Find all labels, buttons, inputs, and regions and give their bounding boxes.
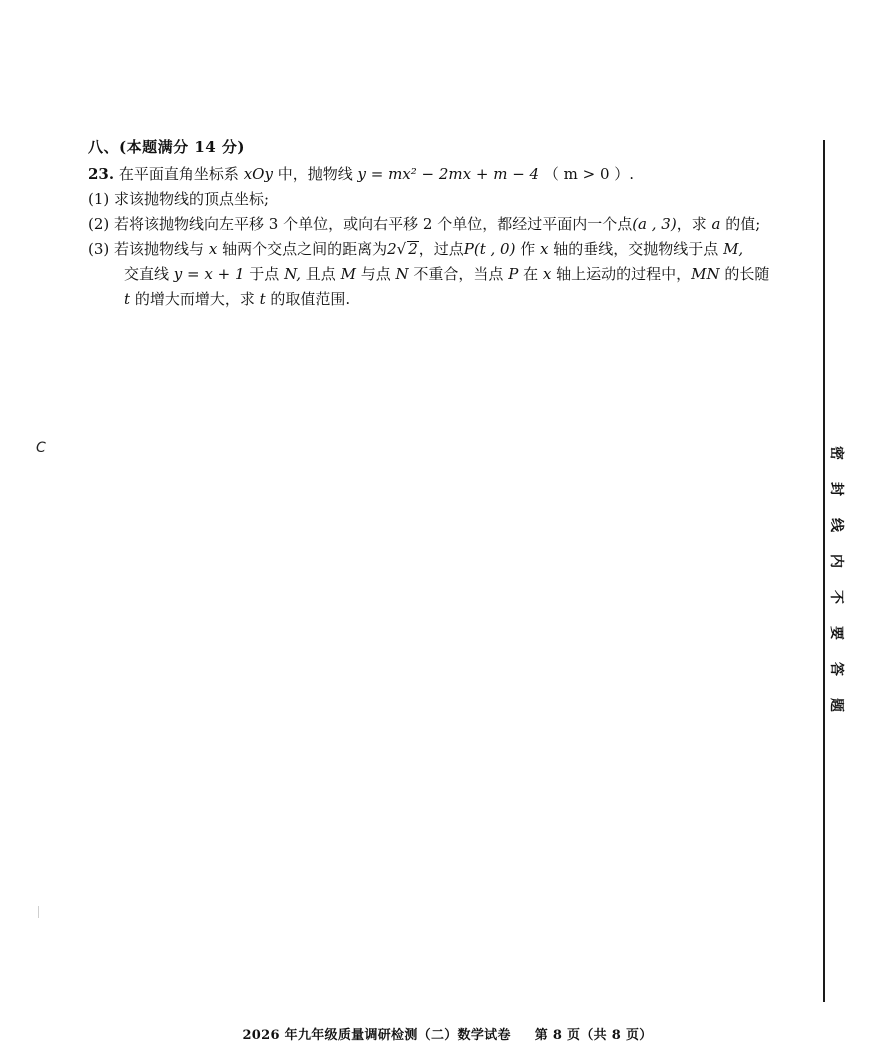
question-23: [88, 162, 808, 312]
page-number: 第 8 页（共 8 页）: [534, 1028, 653, 1043]
distance-radicand: 2: [408, 240, 418, 258]
part-2-point: (a , 3): [632, 215, 677, 233]
part-3-line-1: [88, 237, 808, 262]
part-1: [88, 187, 808, 212]
point-n: N,: [284, 265, 301, 283]
seal-line: [823, 140, 825, 1002]
part-3-text: 的长随: [724, 265, 770, 283]
point-n: N: [395, 265, 409, 283]
math-x: x: [540, 240, 549, 258]
part-3-line-3: [88, 287, 808, 312]
part-3-text: 若该抛物线与: [114, 240, 205, 258]
part-3-text: 于点: [249, 265, 280, 283]
part-3-text: 的增大而增大，求: [134, 290, 255, 308]
part-3-text: ，过点: [418, 240, 464, 258]
part-3-line-2: [88, 262, 808, 287]
part-3-text: 的取值范围.: [270, 290, 351, 308]
stray-mark: C: [36, 440, 46, 456]
seal-char: 线: [828, 518, 844, 532]
distance-value: 2√ 2: [387, 240, 418, 258]
seal-char: 答: [828, 662, 844, 676]
point-p: P: [508, 265, 519, 283]
question-number: 23.: [88, 165, 115, 183]
page-footer: [0, 1024, 895, 1043]
segment-mn: MN: [691, 265, 720, 283]
coordinate-system: xOy: [243, 165, 273, 183]
math-x: x: [542, 265, 552, 283]
part-2-text-after: ，求: [676, 215, 707, 233]
part-1-label: (1): [88, 190, 110, 208]
exam-title: 2026 年九年级质量调研检测（二）数学试卷: [242, 1028, 511, 1043]
seal-char: 要: [828, 626, 844, 640]
part-3-text: 与点: [360, 265, 391, 283]
stem-mid: 中，抛物线: [277, 165, 353, 183]
seal-notice: [826, 443, 846, 731]
math-t: t: [259, 290, 266, 308]
part-3-label: (3): [88, 240, 110, 258]
part-3-text: 交直线: [124, 265, 170, 283]
stem-prefix: 在平面直角坐标系: [118, 165, 239, 183]
parabola-equation: y = mx² − 2mx + m − 4: [357, 165, 540, 183]
part-3-text: 轴两个交点之间的距离为: [222, 240, 388, 258]
stem-condition: （ m > 0 ）.: [543, 165, 635, 183]
scan-artifact: [38, 906, 39, 918]
math-t: t: [124, 290, 131, 308]
seal-char: 题: [828, 698, 844, 712]
seal-char: 密: [828, 446, 844, 460]
section-heading: 八、(本题满分 14 分): [88, 138, 246, 156]
distance-coefficient: 2: [387, 240, 397, 258]
point-m: M: [340, 265, 356, 283]
part-2: [88, 212, 808, 237]
seal-char: 内: [828, 554, 844, 568]
seal-char: 不: [828, 590, 844, 604]
math-x: x: [208, 240, 218, 258]
part-3-text: 不重合，当点: [413, 265, 504, 283]
part-3-text: 轴上运动的过程中，: [556, 265, 692, 283]
part-2-var: a: [711, 215, 721, 233]
part-3-text: 在: [523, 265, 539, 283]
question-stem: [88, 162, 808, 187]
point-m: M,: [723, 240, 744, 258]
point-p: P(t , 0): [463, 240, 516, 258]
part-2-text-before: 若将该抛物线向左平移 3 个单位，或向右平移 2 个单位，都经过平面内一个点: [114, 215, 633, 233]
part-2-label: (2): [88, 215, 110, 233]
line-equation: y = x + 1: [173, 265, 245, 283]
part-3-text: 作: [520, 240, 536, 258]
part-3-text: 且点: [305, 265, 336, 283]
part-2-text-end: 的值;: [725, 215, 761, 233]
part-1-text: 求该抛物线的顶点坐标;: [114, 190, 270, 208]
seal-char: 封: [828, 482, 844, 496]
part-3-text: 轴的垂线，交抛物线于点: [553, 240, 719, 258]
